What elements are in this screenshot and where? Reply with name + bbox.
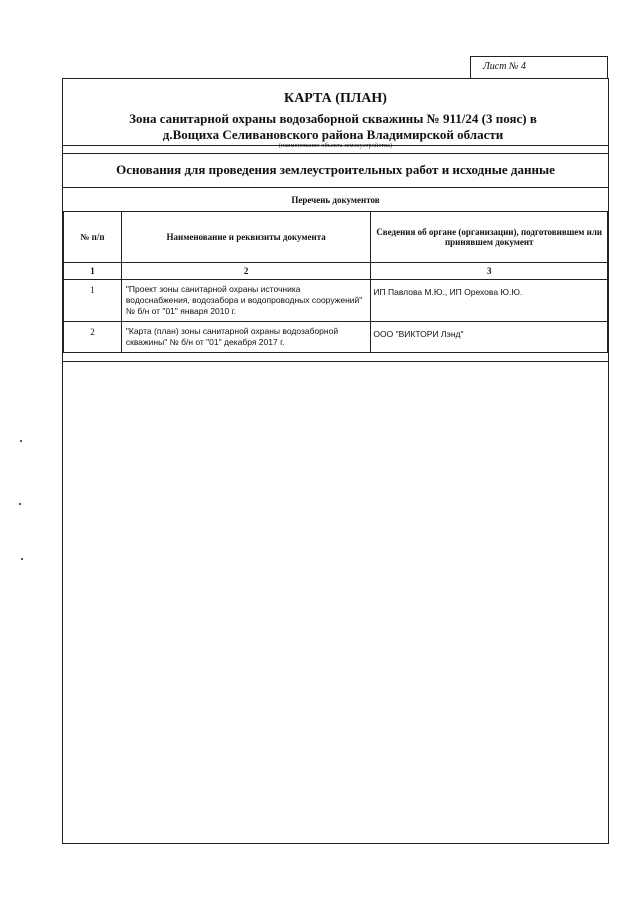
subtitle-line-1: Зона санитарной охраны водозаборной скважины № 911/24 (3 пояс) в <box>129 111 537 126</box>
row-num: 1 <box>64 280 122 322</box>
column-numbers-row <box>64 263 608 280</box>
subtitle-line-2: д.Вощиха Селивановского района Владимирской области <box>162 127 504 142</box>
row-doc: "Проект зоны санитарной охраны источника водоснабжения, водозабора и водопроводных сооружений" № б/н от "01" января 2010 г. <box>121 280 371 322</box>
table-end-rule <box>63 361 608 362</box>
section-rule-bottom <box>63 187 608 188</box>
document-title: КАРТА (ПЛАН) <box>284 91 387 106</box>
scan-speck <box>20 440 22 442</box>
title-block <box>63 79 608 153</box>
section-rule-top <box>63 153 608 154</box>
section-title: Основания для проведения землеустроительных работ и исходные данные <box>116 162 555 177</box>
document-subtitle <box>93 111 573 143</box>
row-num: 2 <box>64 322 122 353</box>
row-org: ООО "ВИКТОРИ Лэнд" <box>371 322 608 353</box>
row-doc: "Карта (план) зоны санитарной охраны водозаборной скважины" № б/н от "01" декабря 2017 г. <box>121 322 371 353</box>
column-number-2: 2 <box>121 263 371 280</box>
documents-list-title: Перечень документов <box>291 195 380 205</box>
table-row <box>64 280 608 322</box>
document-frame <box>62 78 609 844</box>
table-row <box>64 322 608 353</box>
object-caption: (наименование объекта землеустройства) <box>278 143 393 149</box>
column-number-1: 1 <box>64 263 122 280</box>
table-header-row <box>64 212 608 263</box>
header-doc: Наименование и реквизиты документа <box>121 212 371 263</box>
header-num: № п/п <box>64 212 122 263</box>
header-org: Сведения об органе (организации), подготовившем или принявшем документ <box>371 212 608 263</box>
documents-table <box>63 211 608 353</box>
row-org: ИП Павлова М.Ю., ИП Орехова Ю.Ю. <box>371 280 608 322</box>
scan-speck <box>21 558 23 560</box>
column-number-3: 3 <box>371 263 608 280</box>
sheet-number-label: Лист № 4 <box>470 56 608 78</box>
scan-speck <box>19 503 21 505</box>
